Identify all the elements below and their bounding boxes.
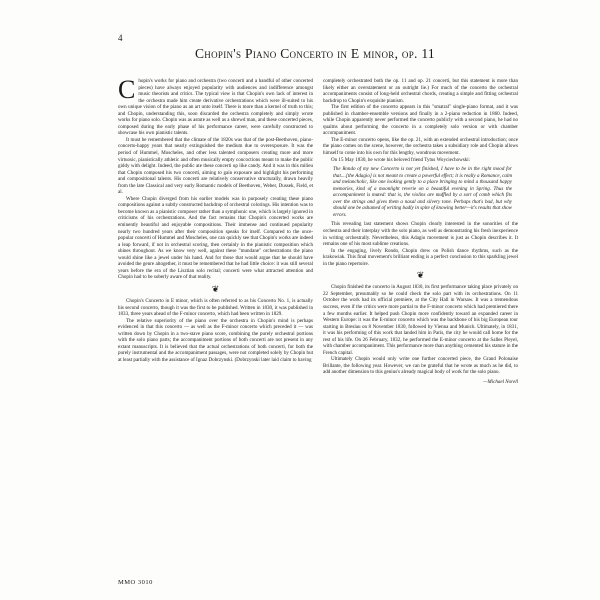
author-signature: —Michael Norell: [483, 378, 518, 385]
paragraph: Chopin finished the concerto in August 1830, its first performance taking place privately on 22 September, presumably so he could check the solo part with its orchestrations. On 11 October the work had its official premiere, at the City Hall in Warsaw. It was a tremendous success, even if the critics were more partial to the F-minor concerto which had premiered there a few months earlier. It helped push Chopin more confidently toward an expanded career in Western Europe: it was the E-minor concerto which was the backbone of his big European tour starting in Breslau on 8 November 1830, followed by Vienna and Munich. Ultimately, in 1831, it was his performing of this work that landed him in Paris, the city he would call home for the rest of his life. On 26 February, 1832, he performed the E-minor concerto at the Salles Pleyel, with chamber accompaniment. This performance more than anything cemented his stature in the French capital.: [323, 284, 518, 356]
paragraph: The relative superiority of the piano over the orchestra in Chopin's mind is perhaps evidenced in that this concerto — as well as the F-minor concerto which preceded it — was written down by Chopin in a two-stave piano score, combining the purely orchestral portions with the solo piano parts; the accompaniment portions of both concerti are not present in any extant manuscripts. It is believed that the actual orchestrations of both concerti, for both the purely instrumental and the accompaniment passages, were not completed solely by Chopin but at least partially with the assistance of Ignaz Dobrzynski. (Dobrzynski later laid claim to having: [118, 317, 313, 363]
paragraph-text: hopin's works for piano and orchestra (two concerti and a handful of other concerted pieces) have always enjoyed popularity with audiences and indifference amongst music theorists and critics. The typical view is that Chopin's own lack of interest in the orchestra made him create derivative orchestrations which were ill-suited to his own unique vision of the piano as an art unto itself. There is more than a kernel of truth to this; and Chopin, understanding this, soon discarded the orchestra completely and simply wrote works for piano solo. Chopin was as astute as well as a shrewd man, and these concerted pieces, composed during the early phase of his performance career, were carefully constructed to showcase his own pianistic talents.: [118, 78, 313, 137]
right-column: [323, 78, 518, 563]
paragraph: This revealing last statement shows Chopin clearly interested in the sonorities of the orchestra and their interplay with the solo piano, as well as demonstrating his fresh inexperience in writing orchestrally. Nevertheless, this Adagio movement is just as Chopin describes it. It remains one of his most sublime creations.: [323, 221, 518, 248]
paragraph: Where Chopin diverged from his earlier models was in purposely creating these piano compositions against a subtly constructed backdrop of orchestral colorings. His intention was to become known as a pianistic composer rather than a symphonic one, which is largely ignored in criticisms of his orchestrations. And the fact remains that Chopin's concerted works are eminently beautiful and enjoyable compositions. Their immense and continued popularity nearly two hundred years after their composition speaks for itself. Compared to the once-popular concerti of Hummel and Moscheles, one can quickly see that Chopin's works are indeed a leap forward, if not in orchestral scoring, then certainly in the pianistic composition which shines throughout. As we know very well, against these "mundane" orchestrations the piano would shine like a jewel under his hand. And for those that would argue that he should have avoided the genre altogether, it must be remembered that he had little choice: it was still several years before the era of the Lisztian solo recital; concerti were what attracted attention and Chopin had to be soberly aware of that reality.: [118, 195, 313, 281]
paragraph: completely orchestrated both the op. 11 and op. 21 concerti, but this statement is more than likely either an overstatement or an outright lie.) For much of the concerto the orchestral accompaniments consist of long-held orchestral chords, creating a simple and fitting orchestral backdrop to Chopin's exquisite pianism.: [323, 78, 518, 104]
paragraph: Ultimately Chopin would only write one further concerted piece, the Grand Polonaise Brillante, the following year. However, we can be grateful that he wrote as much as he did, to add another dimension to this genius's already magical body of work for the solo piano.: [323, 356, 518, 376]
drop-cap: C: [118, 78, 136, 104]
paragraph: In the engaging, lively Rondo, Chopin drew on Polish dance rhythms, such as the krakowiak. This final movement's brilliant ending is a perfect conclusion to this sparkling jewel in the piano repertoire.: [323, 247, 518, 267]
letter-quote: The Rondo of my new Concerto is not yet finished, I have to be in the right mood for that....[the Adagio] is not meant to create a powerful effect; it is really a Romance, calm and melancholic, like one looking gently to a place bringing to mind a thousand happy memories, kind of a moonlight reverie on a beautiful evening in Spring. Thus the accompaniment is muted: that is, the violins are muffled by a sort of comb which fits over the strings and gives them a nasal and silvery tone. Perhaps that's bad, but why should one be ashamed of writing badly in spite of knowing better—it's results that show errors.: [333, 166, 512, 218]
left-column: [118, 78, 313, 563]
paragraph: Chopin's Concerto in E minor, which is often referred to as his Concerto No. 1, is actually his second concerto, though it was the first to be published. Written in 1830, it was published in 1833, three years ahead of the F-minor concerto, which had been written in 1829.: [118, 297, 313, 318]
paragraph: On 15 May 1830, he wrote his beloved friend Tytus Woyciechowski:: [331, 156, 471, 163]
paragraph: The first edition of the concerto appears in this "smatral" single-piano format, and it was published in chamber-ensemble versions and finally in a 2-piano reduction in 1860. Indeed, while Chopin apparently never performed the concerto publicly with a second piano, he had no qualms about performing the concerto in a completely solo version or with chamber accompaniment.: [323, 104, 518, 137]
page-number: 4: [118, 33, 123, 43]
ornament-separator-icon: ❦: [211, 283, 220, 294]
paragraph: It must be remembered that the climate of the 1820s was that of the post-Beethoven, piano-concerto-happy years that nearly extinguished the medium due to overexposure. It was the period of Hummel, Moscheles, and other less talented composers creating more and more virtuosic, pianistically athletic and often musically empty concoctions meant to make the public giddy with delight. Indeed, the public ate these concerti up like candy. And it was in this milieu that Chopin composed his two concerti, aiming to gain exposure and highlight his performing and compositional talents. His concerti are relatively conservative structurally, drawn heavily from the late Classical and very early Romantic models of Beethoven, Weber, Dussek, Field, et al.: [118, 136, 313, 196]
paragraph: The E-minor concerto opens, like the op. 21, with an extended orchestral introduction; once the piano comes on the scene, however, the orchestra takes a subsidiary role and Chopin allows himself to come into his own for this lengthy, wondrous movement.: [323, 136, 518, 157]
page-title: Chopin's Piano Concerto in E minor, op. 11: [195, 46, 435, 61]
ornament-separator-icon: ❦: [416, 270, 425, 281]
catalog-number: MMO 3010: [118, 579, 153, 586]
paragraph: [118, 78, 313, 137]
